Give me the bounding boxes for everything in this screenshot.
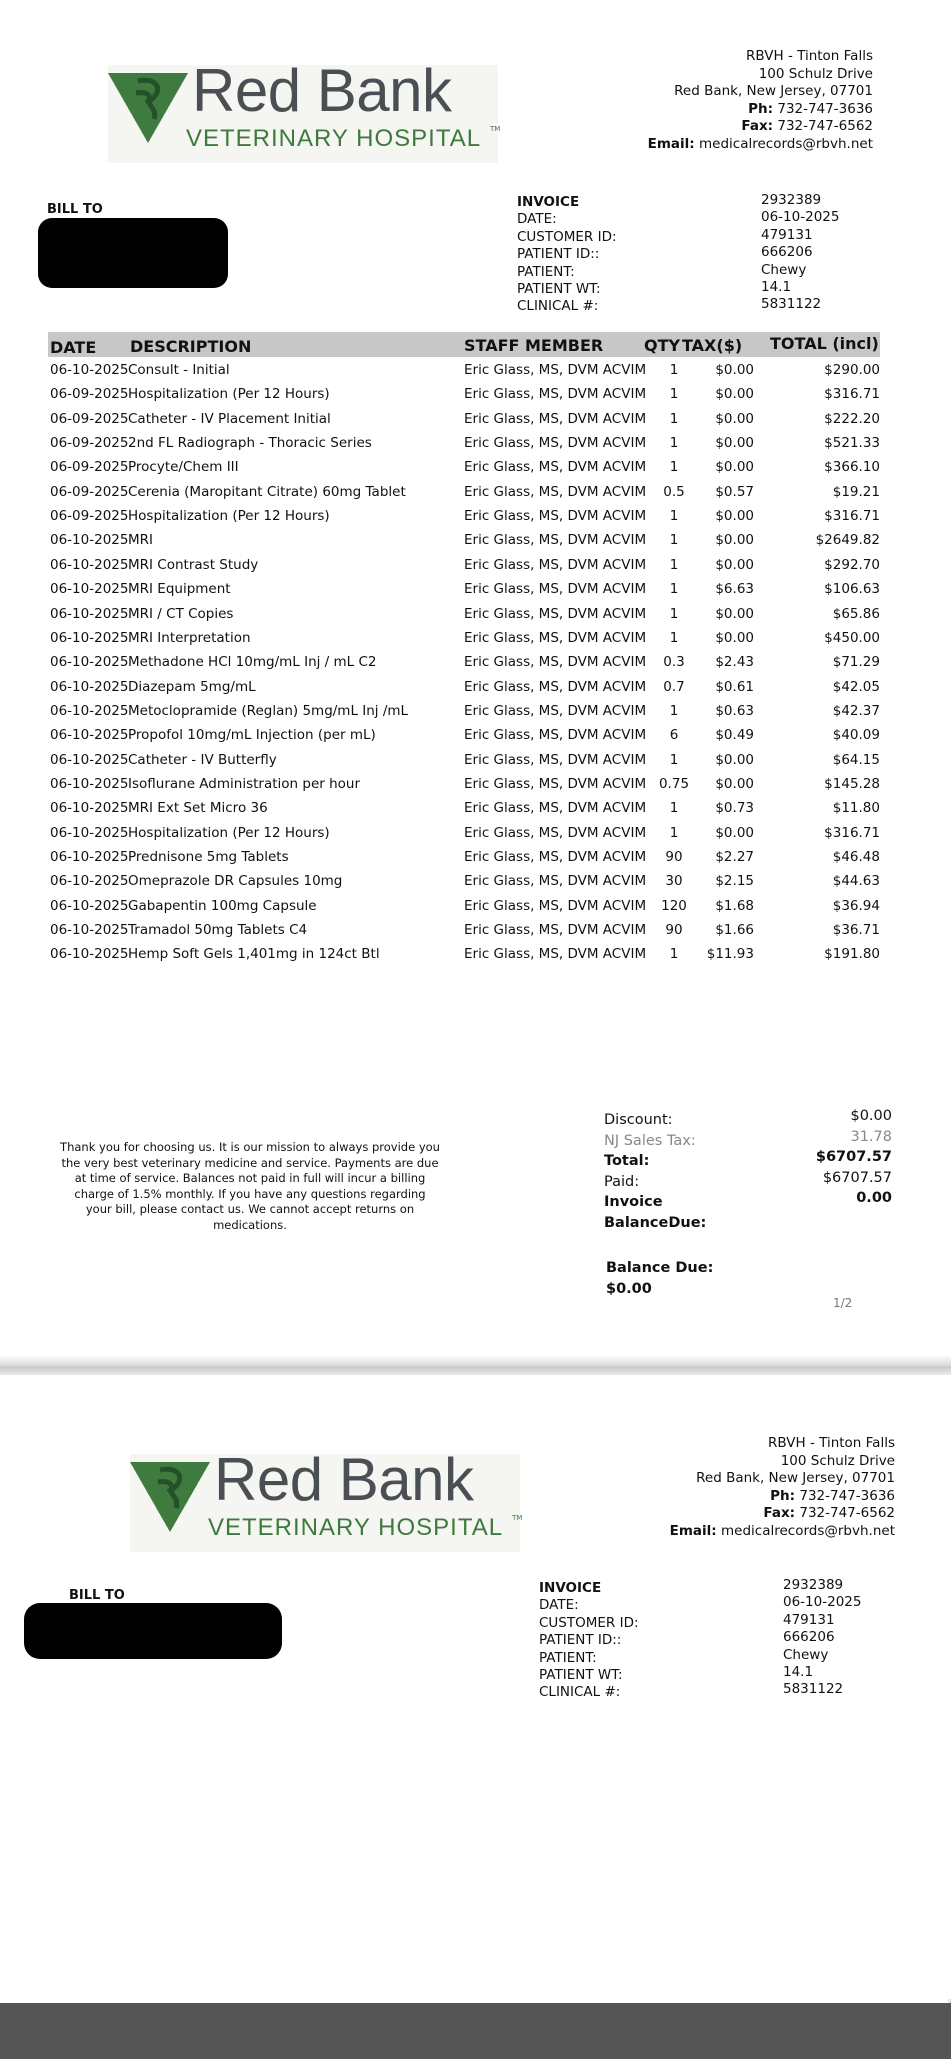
row-description: Hospitalization (Per 12 Hours) [128, 508, 330, 525]
row-total: $290.00 [824, 362, 880, 378]
row-total: $40.09 [832, 727, 880, 744]
email-label: Email: [647, 135, 695, 152]
row-staff: Eric Glass, MS, DVM ACVIM [464, 873, 647, 890]
table-row [0, 823, 951, 847]
header-date: DATE [50, 338, 97, 357]
patient-weight-label: PATIENT WT: [517, 281, 601, 298]
row-staff: Eric Glass, MS, DVM ACVIM [464, 922, 647, 939]
row-date: 06-09-2025 [50, 483, 129, 500]
row-description: Isoflurane Administration per hour [128, 775, 361, 792]
patient-label: PATIENT: [517, 263, 575, 280]
hospital-fax: 732-747-6562 [799, 1505, 895, 1521]
row-qty: 0.75 [658, 775, 690, 792]
row-staff: Eric Glass, MS, DVM ACVIM [464, 849, 647, 865]
row-tax: $0.00 [715, 629, 754, 646]
paid-label: Paid: [604, 1173, 640, 1190]
patient-id: 666206 [783, 1629, 835, 1646]
row-total: $450.00 [824, 629, 880, 646]
row-total: $316.71 [824, 824, 880, 841]
table-row [0, 750, 951, 774]
patient-weight: 14.1 [761, 279, 792, 296]
table-row [0, 774, 951, 798]
row-date: 06-09-2025 [50, 410, 129, 427]
row-qty: 0.5 [663, 483, 685, 500]
row-qty: 1 [669, 800, 679, 817]
email-label: Email: [669, 1522, 717, 1539]
row-qty: 1 [669, 435, 679, 452]
row-staff: Eric Glass, MS, DVM ACVIM [464, 946, 647, 963]
row-tax: $2.27 [715, 849, 754, 865]
row-staff: Eric Glass, MS, DVM ACVIM [464, 775, 647, 792]
row-tax: $0.00 [715, 751, 754, 768]
row-description: Omeprazole DR Capsules 10mg [128, 873, 343, 890]
row-description: Catheter - IV Butterfly [128, 751, 277, 768]
patient-label: PATIENT: [539, 1649, 597, 1666]
row-total: $19.21 [832, 483, 880, 500]
hospital-logo [108, 57, 501, 163]
row-qty: 1 [669, 410, 679, 427]
hospital-address [648, 48, 873, 153]
row-date: 06-10-2025 [50, 629, 129, 646]
logo-trademark: TM [490, 125, 501, 133]
row-tax: $2.15 [715, 873, 754, 890]
bill-to-label: BILL TO [47, 202, 103, 217]
row-staff: Eric Glass, MS, DVM ACVIM [464, 410, 647, 427]
table-row [0, 579, 951, 603]
sales-tax-value: 31.78 [850, 1128, 892, 1145]
logo-trademark: TM [512, 1514, 523, 1522]
customer-id-label: CUSTOMER ID: [539, 1614, 639, 1631]
row-description: Catheter - IV Placement Initial [128, 410, 331, 427]
row-tax: $0.00 [715, 508, 754, 525]
row-date: 06-10-2025 [50, 556, 129, 573]
row-date: 06-10-2025 [50, 532, 129, 549]
row-qty: 1 [669, 532, 679, 549]
row-date: 06-10-2025 [50, 654, 129, 671]
row-qty: 1 [669, 362, 679, 378]
row-staff: Eric Glass, MS, DVM ACVIM [464, 459, 647, 476]
row-total: $64.15 [832, 751, 880, 768]
total-label: Total: [604, 1153, 650, 1169]
row-total: $191.80 [824, 946, 880, 963]
row-tax: $2.43 [715, 654, 754, 671]
row-date: 06-10-2025 [50, 581, 129, 598]
header-staff: STAFF MEMBER [464, 336, 604, 355]
invoice-label: INVOICE [539, 1580, 602, 1596]
row-staff: Eric Glass, MS, DVM ACVIM [464, 483, 647, 500]
balance-due-label-inline: BalanceDue: [604, 1214, 707, 1231]
row-description: Tramadol 50mg Tablets C4 [128, 922, 308, 939]
row-description: MRI Interpretation [128, 629, 251, 646]
table-row [0, 457, 951, 481]
row-date: 06-10-2025 [50, 605, 129, 622]
row-total: $42.37 [832, 702, 880, 719]
patient-weight-label: PATIENT WT: [539, 1667, 623, 1684]
table-row [0, 920, 951, 944]
thank-you-note: Thank you for choosing us. It is our mission to always provide you the very best veterinary medicine and service. Payments are due at time of service. Balances not paid in full will incur a billing charge of 1.5% monthly. If you have any questions regarding your bill, please contact us. We cannot accept returns on medications. [60, 1140, 440, 1232]
row-qty: 1 [669, 581, 679, 598]
row-total: $292.70 [824, 556, 880, 573]
row-total: $316.71 [824, 508, 880, 525]
discount-value: $0.00 [850, 1108, 892, 1124]
row-staff: Eric Glass, MS, DVM ACVIM [464, 605, 647, 622]
row-staff: Eric Glass, MS, DVM ACVIM [464, 751, 647, 768]
invoice-date: 06-10-2025 [761, 209, 840, 226]
row-qty: 1 [669, 508, 679, 525]
clinical-number-label: CLINICAL #: [539, 1684, 621, 1701]
row-tax: $0.00 [715, 386, 754, 403]
invoice-meta-labels-p2 [539, 1580, 639, 1702]
row-description: 2nd FL Radiograph - Thoracic Series [128, 435, 372, 452]
bill-to-label-p2: BILL TO [69, 1588, 125, 1603]
page-separator [0, 1355, 951, 1377]
row-qty: 1 [669, 386, 679, 403]
table-row [0, 433, 951, 457]
hospital-address-p2 [670, 1435, 895, 1540]
table-row [0, 506, 951, 530]
hospital-name-line: RBVH - Tinton Falls [768, 1435, 895, 1451]
row-date: 06-10-2025 [50, 727, 129, 744]
row-tax: $0.63 [715, 702, 754, 719]
row-qty: 1 [669, 702, 679, 719]
row-staff: Eric Glass, MS, DVM ACVIM [464, 800, 647, 817]
customer-id: 479131 [761, 226, 813, 243]
patient-id: 666206 [761, 244, 813, 261]
row-qty: 1 [669, 459, 679, 476]
row-description: Hemp Soft Gels 1,401mg in 124ct Btl [128, 946, 380, 963]
row-total: $366.10 [824, 459, 880, 476]
row-qty: 1 [669, 605, 679, 622]
row-qty: 1 [669, 946, 679, 963]
invoice-balance-label: Invoice [604, 1194, 663, 1210]
redacted-address [38, 218, 228, 288]
page-number: 1/2 [833, 1296, 853, 1310]
row-date: 06-10-2025 [50, 678, 129, 695]
clinical-number: 5831122 [783, 1681, 844, 1698]
row-total: $36.94 [832, 897, 880, 914]
balance-due-value: $0.00 [606, 1281, 652, 1297]
row-qty: 1 [669, 629, 679, 646]
balance-due-block [606, 1258, 713, 1300]
phone-label: Ph: [748, 100, 774, 117]
row-tax: $11.93 [706, 946, 754, 963]
patient-name: Chewy [761, 261, 807, 278]
hospital-phone: 732-747-3636 [799, 1487, 895, 1504]
invoice-number: 2932389 [783, 1577, 844, 1593]
table-header [48, 332, 880, 357]
table-row [0, 725, 951, 749]
row-description: Hospitalization (Per 12 Hours) [128, 824, 330, 841]
row-date: 06-10-2025 [50, 897, 129, 914]
row-staff: Eric Glass, MS, DVM ACVIM [464, 508, 647, 525]
row-description: Procyte/Chem III [128, 459, 239, 476]
row-staff: Eric Glass, MS, DVM ACVIM [464, 362, 647, 378]
row-total: $106.63 [824, 581, 880, 598]
hospital-phone: 732-747-3636 [777, 100, 873, 117]
row-tax: $1.68 [715, 897, 754, 914]
row-staff: Eric Glass, MS, DVM ACVIM [464, 556, 647, 573]
logo-subtitle: VETERINARY HOSPITAL [186, 125, 482, 152]
row-description: Hospitalization (Per 12 Hours) [128, 386, 330, 403]
row-total: $521.33 [824, 435, 880, 452]
logo-wordmark: Red Bank [192, 57, 452, 124]
row-description: Diazepam 5mg/mL [128, 678, 256, 695]
table-row [0, 677, 951, 701]
row-tax: $6.63 [715, 581, 754, 598]
hospital-name-line: RBVH - Tinton Falls [746, 48, 873, 64]
customer-id-label: CUSTOMER ID: [517, 228, 617, 245]
row-date: 06-10-2025 [50, 873, 129, 890]
hospital-email: medicalrecords@rbvh.net [699, 135, 873, 152]
header-qty: QTY [644, 336, 681, 355]
row-date: 06-09-2025 [50, 435, 129, 452]
total-value: $6707.57 [815, 1149, 892, 1165]
row-description: MRI [128, 532, 154, 549]
row-total: $46.48 [832, 849, 880, 865]
sales-tax-label: NJ Sales Tax: [604, 1132, 696, 1149]
table-row [0, 384, 951, 408]
summary-labels [604, 1110, 706, 1233]
row-tax: $0.00 [715, 459, 754, 476]
row-qty: 0.7 [663, 678, 685, 695]
table-row [0, 798, 951, 822]
row-staff: Eric Glass, MS, DVM ACVIM [464, 435, 647, 452]
phone-label: Ph: [770, 1487, 796, 1504]
row-staff: Eric Glass, MS, DVM ACVIM [464, 629, 647, 646]
date-label: DATE: [539, 1597, 579, 1614]
row-total: $222.20 [824, 410, 880, 427]
row-date: 06-10-2025 [50, 800, 129, 817]
row-description: Gabapentin 100mg Capsule [128, 897, 317, 914]
patient-id-label: PATIENT ID:: [517, 246, 600, 263]
row-total: $316.71 [824, 386, 880, 403]
row-description: MRI Contrast Study [128, 556, 259, 573]
patient-name: Chewy [783, 1646, 829, 1663]
patient-id-label: PATIENT ID:: [539, 1632, 622, 1649]
row-description: Consult - Initial [128, 362, 230, 378]
table-row [0, 944, 951, 968]
table-row [0, 896, 951, 920]
row-tax: $0.00 [715, 605, 754, 622]
discount-label: Discount: [604, 1112, 673, 1128]
hospital-street: 100 Schulz Drive [780, 1452, 895, 1469]
row-staff: Eric Glass, MS, DVM ACVIM [464, 678, 647, 695]
table-row [0, 652, 951, 676]
header-total: TOTAL (incl) [770, 334, 879, 353]
row-tax: $0.57 [715, 483, 754, 500]
row-total: $42.05 [832, 678, 880, 695]
row-description: Metoclopramide (Reglan) 5mg/mL Inj /mL [128, 702, 409, 719]
row-qty: 1 [669, 751, 679, 768]
row-staff: Eric Glass, MS, DVM ACVIM [464, 702, 647, 719]
hospital-street: 100 Schulz Drive [758, 65, 873, 82]
row-tax: $0.00 [715, 410, 754, 427]
hospital-email: medicalrecords@rbvh.net [721, 1522, 895, 1539]
invoice-page-2 [0, 1375, 951, 1999]
row-description: MRI Ext Set Micro 36 [128, 800, 268, 817]
balance-due-label: Balance Due: [606, 1260, 714, 1276]
row-description: Propofol 10mg/mL Injection (per mL) [128, 727, 376, 744]
row-date: 06-10-2025 [50, 849, 129, 865]
row-staff: Eric Glass, MS, DVM ACVIM [464, 386, 647, 403]
row-date: 06-10-2025 [50, 824, 129, 841]
row-tax: $0.00 [715, 532, 754, 549]
table-row [0, 360, 951, 384]
customer-id: 479131 [783, 1611, 835, 1628]
invoice-meta-values [761, 192, 839, 314]
logo-triangle-icon [108, 73, 188, 147]
hospital-logo-p2 [130, 1446, 523, 1552]
row-tax: $0.00 [715, 435, 754, 452]
row-date: 06-09-2025 [50, 508, 129, 525]
row-date: 06-10-2025 [50, 362, 129, 378]
invoice-meta-labels [517, 194, 617, 316]
invoice-date: 06-10-2025 [783, 1594, 862, 1611]
row-tax: $0.00 [715, 824, 754, 841]
table-row [0, 530, 951, 554]
row-staff: Eric Glass, MS, DVM ACVIM [464, 581, 647, 598]
row-qty: 90 [665, 922, 683, 939]
row-tax: $0.00 [715, 362, 754, 378]
invoice-label: INVOICE [517, 194, 580, 210]
row-tax: $0.49 [715, 727, 754, 744]
row-tax: $0.61 [715, 678, 754, 695]
summary-values [760, 1106, 892, 1209]
row-tax: $1.66 [715, 922, 754, 939]
row-staff: Eric Glass, MS, DVM ACVIM [464, 897, 647, 914]
clinical-number-label: CLINICAL #: [517, 298, 599, 315]
row-description: Methadone HCl 10mg/mL Inj / mL C2 [128, 654, 377, 671]
table-row [0, 847, 951, 871]
logo-wordmark: Red Bank [214, 1446, 474, 1513]
row-staff: Eric Glass, MS, DVM ACVIM [464, 727, 647, 744]
row-qty: 90 [665, 849, 683, 865]
row-description: MRI / CT Copies [128, 605, 234, 622]
row-total: $11.80 [832, 800, 880, 817]
row-date: 06-10-2025 [50, 922, 129, 939]
row-qty: 1 [669, 824, 679, 841]
row-staff: Eric Glass, MS, DVM ACVIM [464, 532, 647, 549]
row-staff: Eric Glass, MS, DVM ACVIM [464, 654, 647, 671]
row-qty: 6 [669, 727, 679, 744]
invoice-number: 2932389 [761, 192, 822, 208]
invoice-meta-values-p2 [783, 1577, 861, 1699]
row-tax: $0.00 [715, 775, 754, 792]
hospital-fax: 732-747-6562 [777, 118, 873, 134]
row-description: MRI Equipment [128, 581, 231, 598]
row-qty: 30 [665, 873, 683, 890]
row-qty: 0.3 [663, 654, 685, 671]
row-description: Cerenia (Maropitant Citrate) 60mg Tablet [128, 483, 406, 500]
table-row [0, 482, 951, 506]
row-total: $2649.82 [815, 532, 880, 549]
row-qty: 1 [669, 556, 679, 573]
fax-label: Fax: [763, 1505, 796, 1521]
row-tax: $0.00 [715, 556, 754, 573]
row-staff: Eric Glass, MS, DVM ACVIM [464, 824, 647, 841]
hospital-city: Red Bank, New Jersey, 07701 [696, 1470, 895, 1486]
row-date: 06-09-2025 [50, 386, 129, 403]
redacted-address-p2 [24, 1603, 282, 1659]
row-date: 06-10-2025 [50, 775, 129, 792]
patient-weight: 14.1 [783, 1664, 814, 1681]
row-tax: $0.73 [715, 800, 754, 817]
logo-triangle-icon [130, 1462, 210, 1536]
table-row [0, 701, 951, 725]
row-total: $71.29 [832, 654, 880, 671]
table-row [0, 604, 951, 628]
header-description: DESCRIPTION [130, 337, 252, 356]
row-total: $145.28 [824, 775, 880, 792]
hospital-city: Red Bank, New Jersey, 07701 [674, 83, 873, 99]
viewer-bottom-bar [0, 2003, 951, 2059]
row-qty: 120 [661, 897, 687, 914]
row-date: 06-10-2025 [50, 751, 129, 768]
row-total: $65.86 [832, 605, 880, 622]
table-row [0, 555, 951, 579]
row-total: $44.63 [832, 873, 880, 890]
table-row [0, 871, 951, 895]
logo-subtitle: VETERINARY HOSPITAL [208, 1514, 504, 1541]
paid-value: $6707.57 [822, 1169, 892, 1186]
table-row [0, 409, 951, 433]
row-description: Prednisone 5mg Tablets [128, 849, 289, 865]
table-row [0, 628, 951, 652]
row-total: $36.71 [832, 922, 880, 939]
date-label: DATE: [517, 211, 557, 228]
row-date: 06-10-2025 [50, 702, 129, 719]
fax-label: Fax: [741, 118, 774, 134]
row-date: 06-10-2025 [50, 946, 129, 963]
clinical-number: 5831122 [761, 296, 822, 313]
invoice-balance-value: 0.00 [856, 1190, 892, 1206]
row-date: 06-09-2025 [50, 459, 129, 476]
header-tax: TAX($) [682, 336, 743, 355]
